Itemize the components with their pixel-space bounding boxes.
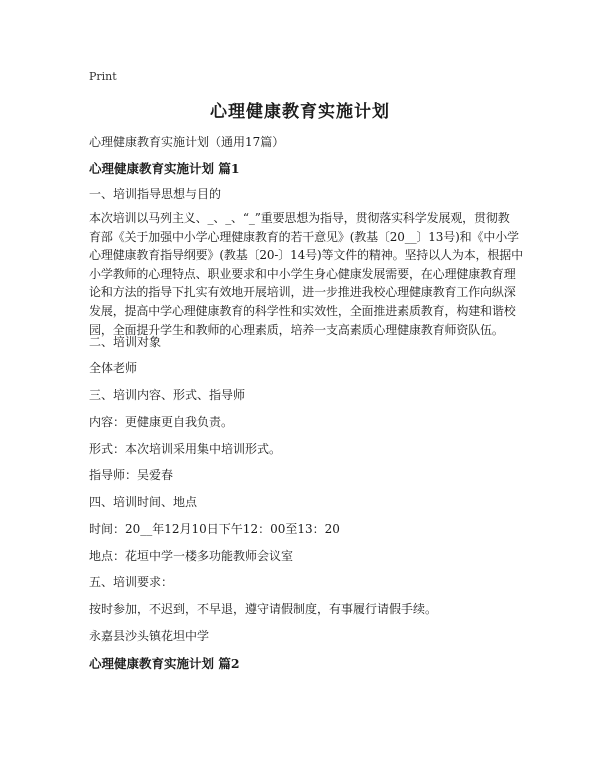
sub-heading-time-place: 四、培训时间、地点 (89, 495, 198, 509)
training-place-text: 地点：花垣中学一楼多功能教师会议室 (89, 549, 294, 563)
sub-heading-requirements: 五、培训要求： (89, 575, 174, 589)
section-heading-2: 心理健康教育实施计划 篇2 (89, 656, 240, 671)
requirements-text: 按时参加，不迟到，不早退，遵守请假制度，有事履行请假手续。 (89, 602, 438, 616)
training-target-text: 全体老师 (89, 361, 138, 375)
section-heading-1: 心理健康教育实施计划 篇1 (89, 161, 240, 176)
sub-heading-training-content: 三、培训内容、形式、指导师 (89, 388, 246, 402)
sub-heading-training-target: 二、培训对象 (89, 335, 162, 349)
paragraph-line: 论和方法的指导下扎实有效地开展培训，进一步推进我校心理健康教育工作向纵深 (89, 285, 516, 300)
instructor-text: 指导师：吴爱春 (89, 468, 174, 482)
training-time-text: 时间：20__年12月10日下午12：00至13：20 (89, 522, 340, 536)
paragraph-line: 园，全面提升学生和教师的心理素质，培养一支高素质心理健康教育师资队伍。 (89, 322, 504, 337)
page-title: 心理健康教育实施计划 (210, 102, 390, 122)
document-subtitle: 心理健康教育实施计划（通用17篇） (89, 135, 285, 149)
print-link[interactable]: Print (89, 70, 117, 83)
training-form-text: 形式：本次培训采用集中培训形式。 (89, 442, 282, 456)
paragraph-line: 本次培训以马列主义、_、_、“_”重要思想为指导，贯彻落实科学发展观，贯彻教 (89, 211, 510, 225)
body-paragraph (89, 209, 523, 339)
paragraph-line: 心理健康教育指导纲要》(教基〔20-〕14号)等文件的精神。坚持以人为本，根据中 (89, 248, 523, 263)
sub-heading-guiding-ideology: 一、培训指导思想与目的 (89, 187, 222, 201)
paragraph-line: 发展，提高中学心理健康教育的科学性和实效性，全面推进素质教育，构建和谐校 (89, 303, 516, 318)
school-signature: 永嘉县沙头镇花坦中学 (89, 629, 210, 643)
paragraph-line: 小学教师的心理特点、职业要求和中小学生身心健康发展需要，在心理健康教育理 (89, 266, 516, 281)
paragraph-line: 育部《关于加强中小学心理健康教育的若干意见》(教基〔20__〕13号)和《中小学 (89, 229, 519, 244)
training-content-text: 内容：更健康更自我负责。 (89, 415, 234, 429)
